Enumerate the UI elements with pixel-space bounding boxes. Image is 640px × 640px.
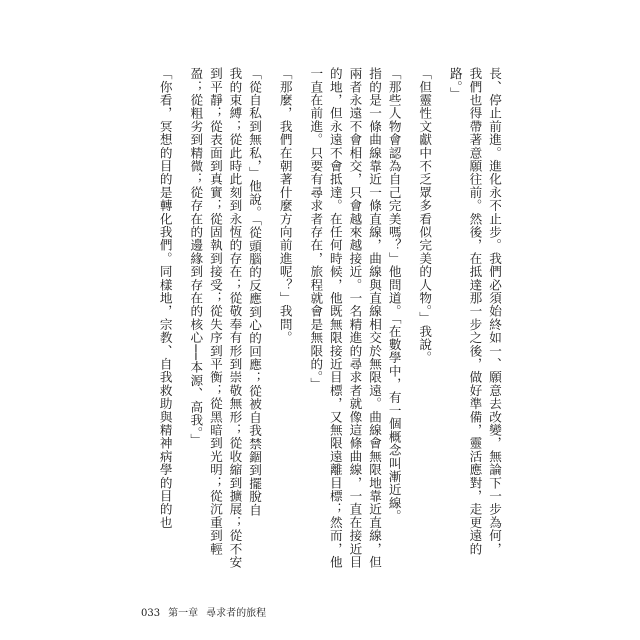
text-column: 一直在前進。只要有尋求者存在，旅程就會是無限的。」 [308,67,324,391]
text-column: 「但靈性文獻中不乏眾多看似完美的人物。」我說。 [417,67,433,365]
chapter-label: 第一章 [168,608,199,619]
text-column: 我的束縛；從此時此刻到永恆的存在；從敬奉有形到崇敬無形；從收縮到擴展；從不安 [227,67,243,569]
chapter-title: 尋求者的旅程 [206,608,267,619]
text-column: 的地，但永遠不會抵達。在任何時候，他既無限接近目標，又無限遠離目標；然而，他 [327,67,343,569]
page-number: 033 [141,608,161,619]
text-column: 「那些人物會認為自己完美嗎？」他問道。「在數學中，有一個概念叫漸近線。 [386,67,402,523]
text-column: 長、停止前進。進化永不止步。我們必須始終如一、願意去改變，無論下一步為何， [487,67,502,556]
text-column: 兩者永遠不會相交，只會越來越接近。一名精進的尋求者就像這條曲線，一直在接近目 [347,67,363,569]
text-column: 「那麼，我們在朝著什麼方向前進呢？」我問。 [277,67,293,345]
text-column: 「從自私到無私，」他說。「從頭腦的反應到心的回應；從被自我禁錮到擺脫自 [247,67,263,517]
page-footer [141,604,274,619]
text-column: 盈；從粗劣到精微；從存在的邊緣到存在的核心──本源、高我。」 [188,67,204,447]
text-column: 路。」 [447,67,463,101]
text-column: 我們也得帶著意願往前。然後，在抵達那一步之後，做好準備，靈活應對，走更遠的 [467,67,483,556]
vertical-text-body [124,67,504,587]
text-column: 「你看，冥想的目的是轉化我們。同樣地，宗教、自我救助與精神病學的目的也 [157,67,173,529]
text-column: 指的是一條曲線靠近一條直線，曲線與直線相交於無限遠。曲線會無限地靠近直線，但 [367,67,383,569]
text-column: 到平靜；從表面到真實；從固執到接受；從失序到平衡；從黑暗到光明；從沉重到輕 [207,67,223,556]
